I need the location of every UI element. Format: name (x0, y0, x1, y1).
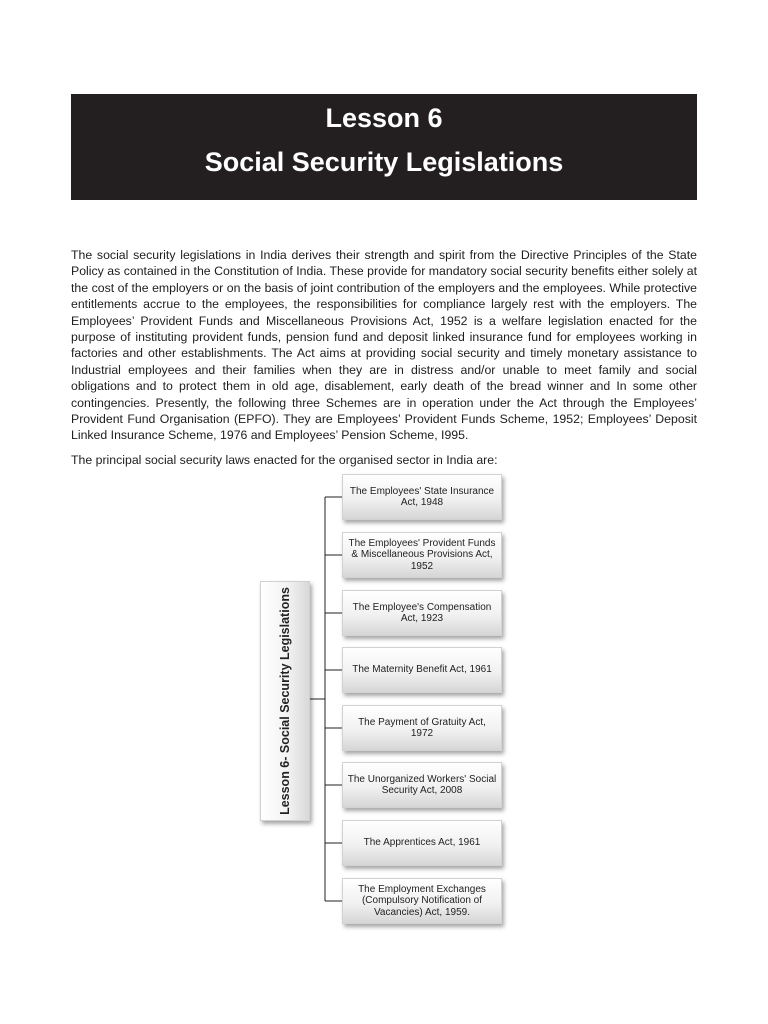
law-box-esi-act: The Employees' State Insurance Act, 1948 (342, 474, 502, 520)
diagram-root-box (260, 581, 310, 821)
law-box-unorganized-workers-act: The Unorganized Workers' Social Security Act, 2008 (342, 762, 502, 808)
lesson-header-banner (71, 94, 697, 200)
intro-paragraph: The social security legislations in India derives their strength and spirit from the Directive Principles of the State Policy as contained in the Constitution of India. These provide for mandatory social security benefits either solely at the cost of the employers or on the basis of joint contribution of the employers and the employees. While protective entitlements accrue to the employees, the responsibilities for compliance largely rest with the employers. The Employees’ Provident Funds and Miscellaneous Provisions Act, 1952 is a welfare legislation enacted for the purpose of instituting provident funds, pension fund and deposit linked insurance fund for employees working in factories and other establishments. The Act aims at providing social security and timely monetary assistance to Industrial employees and their families when they are in distress and/or unable to meet family and social obligations and to protect them in old age, disablement, early death of the bread winner and In some other contingencies. Presently, the following three Schemes are in operation under the Act through the Employees’ Provident Fund Organisation (EPFO). They are Employees’ Provident Funds Scheme, 1952; Employees’ Deposit Linked Insurance Scheme, 1976 and Employees’ Pension Scheme, I995. (71, 248, 697, 443)
law-box-maternity-act: The Maternity Benefit Act, 1961 (342, 647, 502, 693)
lesson-title: Social Security Legislations (204, 147, 564, 177)
diagram-root-label: Lesson 6- Social Security Legislations (278, 587, 292, 815)
law-box-compensation-act: The Employee's Compensation Act, 1923 (342, 590, 502, 636)
law-box-gratuity-act: The Payment of Gratuity Act, 1972 (342, 705, 502, 751)
law-box-apprentices-act: The Apprentices Act, 1961 (342, 820, 502, 866)
law-box-epf-act: The Employees' Provident Funds & Miscellaneous Provisions Act, 1952 (342, 532, 502, 578)
laws-intro-paragraph: The principal social security laws enacted for the organised sector in India are: (71, 453, 498, 467)
law-box-employment-exchanges-act: The Employment Exchanges (Compulsory Notification of Vacancies) Act, 1959. (342, 878, 502, 924)
lesson-number: Lesson 6 (325, 103, 443, 133)
